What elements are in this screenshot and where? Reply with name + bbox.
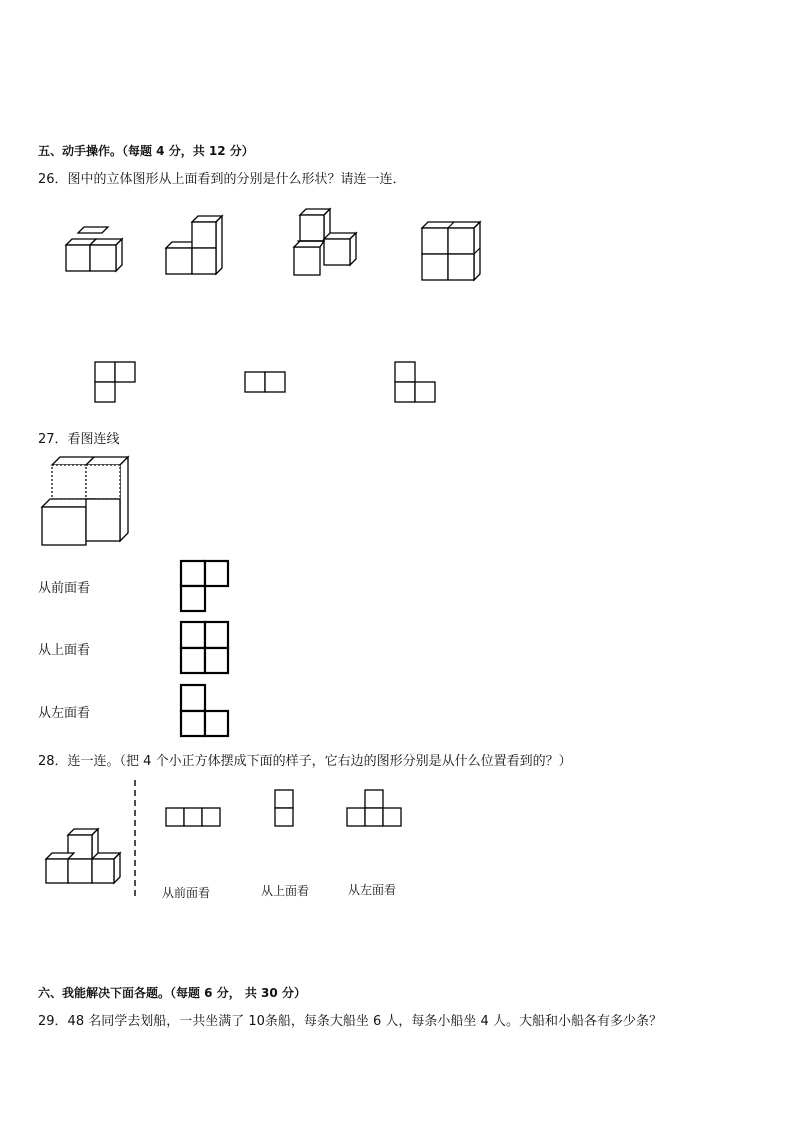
q27-label-top-view: 从上面看 <box>38 643 91 658</box>
q26-solid-figure-3 <box>290 207 365 279</box>
question-28-text: 28．连一连。（把 4 个小正方体摆成下面的样子，它右边的图形分别是从什么位置看到的？） <box>38 754 572 769</box>
q28-label-left-view: 从左面看 <box>348 883 397 897</box>
q28-view-shape-2 <box>274 789 296 827</box>
q27-view-shape-1 <box>180 560 230 612</box>
q26-view-shape-3 <box>394 361 436 403</box>
q26-solid-figure-4 <box>418 218 488 284</box>
q28-view-shape-3 <box>346 789 402 827</box>
question-26-text: 26．图中的立体图形从上面看到的分别是什么形状？请连一连． <box>38 172 406 187</box>
q27-label-front-view: 从前面看 <box>38 581 91 596</box>
q28-label-front-view: 从前面看 <box>162 886 211 900</box>
q27-view-shape-3 <box>180 684 230 738</box>
question-29-text: 29．48 名同学去划船，一共坐满了 10条船，每条大船坐 6 人，每条小船坐 4 人。大船和小船各有多少条？ <box>38 1014 662 1029</box>
q26-solid-figure-1 <box>60 225 130 275</box>
q28-dashed-divider <box>132 780 138 900</box>
section-6-heading: 六、我能解决下面各题。（每题 6 分， 共 30 分） <box>38 986 306 1000</box>
section-5-heading: 五、动手操作。（每题 4 分，共 12 分） <box>38 144 254 158</box>
q28-solid-figure <box>44 825 126 887</box>
question-27-text: 27．看图连线 <box>38 432 120 447</box>
q28-view-shape-1 <box>165 807 221 827</box>
q27-solid-figure <box>40 455 132 549</box>
q28-label-top-view: 从上面看 <box>261 884 310 898</box>
q27-label-left-view: 从左面看 <box>38 706 91 721</box>
q26-view-shape-1 <box>94 361 136 403</box>
q26-view-shape-2 <box>244 371 286 393</box>
q26-solid-figure-2 <box>162 212 232 278</box>
q27-view-shape-2 <box>180 621 230 675</box>
